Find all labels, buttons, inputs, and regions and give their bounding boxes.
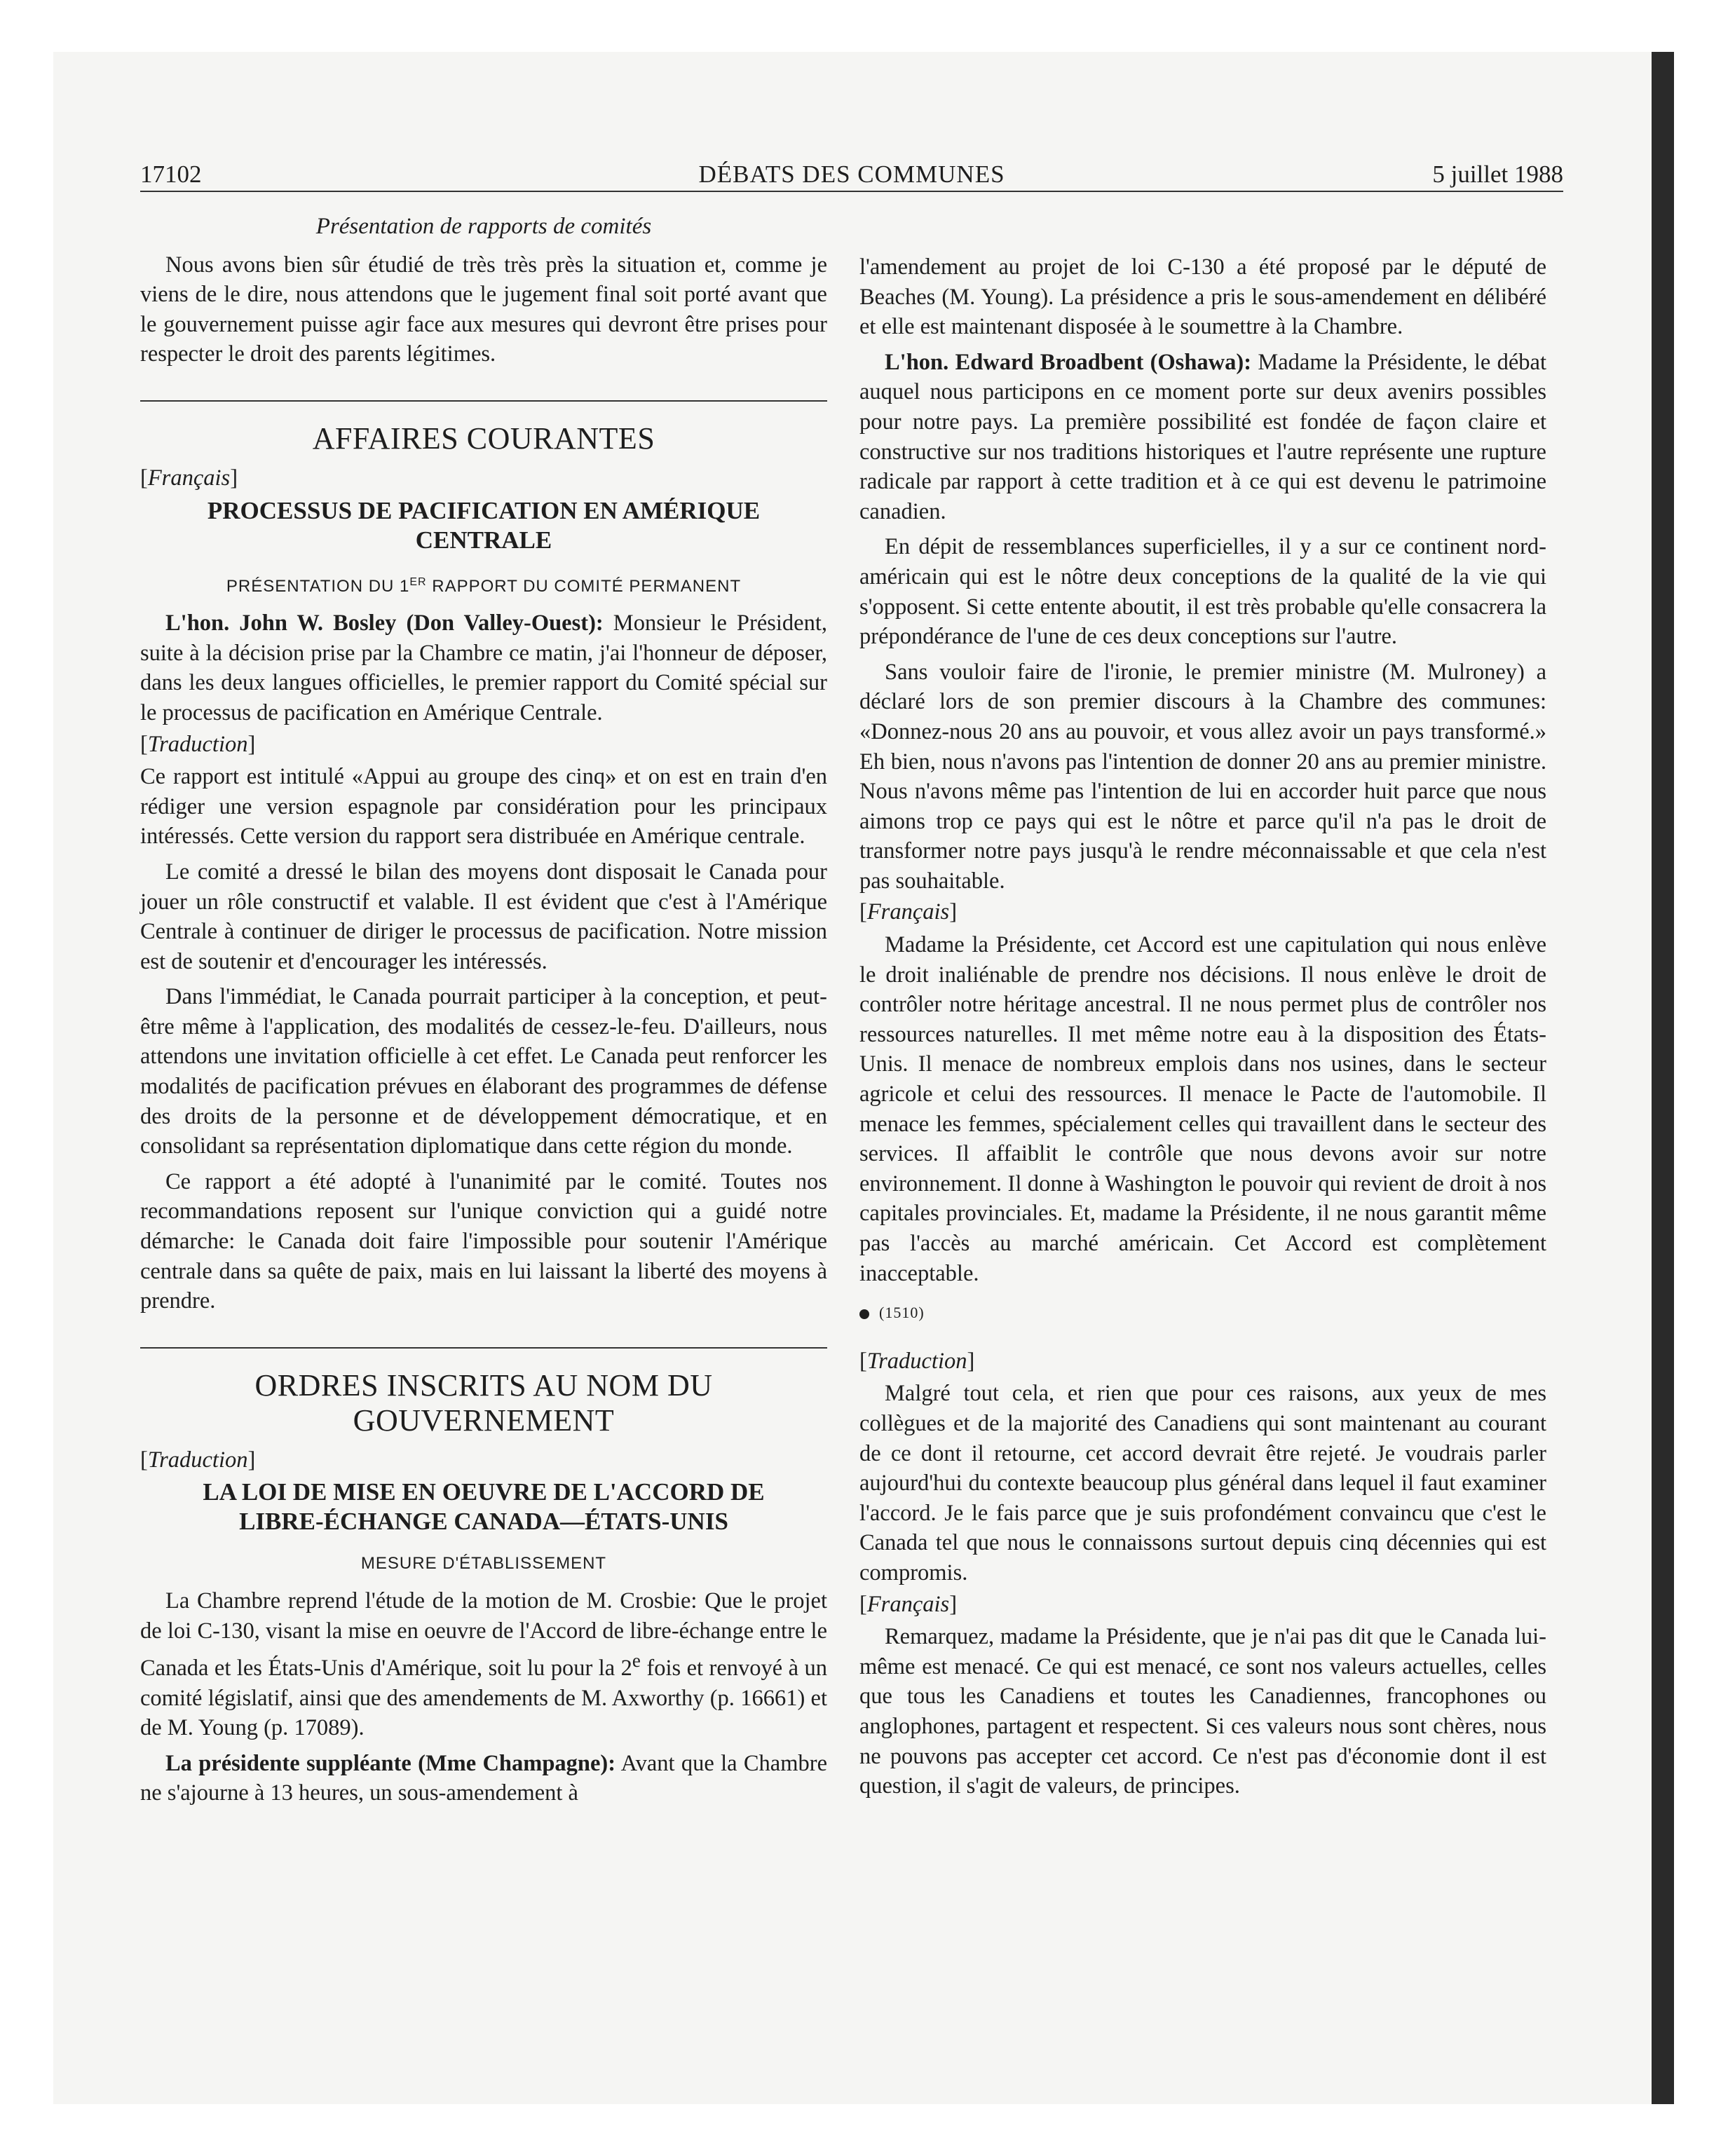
language-marker: [Traduction] <box>140 1447 256 1473</box>
paragraph: Le comité a dressé le bilan des moyens dont disposait le Canada pour jouer un rôle constructif et valable. Il est évident que c'est à l'Amérique Centrale à continuer de diriger le processus de pacification. Notre mission est de soutenir et d'encourager les intéressés. <box>140 859 827 974</box>
time-marker: (1510) <box>859 1298 1546 1328</box>
section-rule <box>140 1347 827 1349</box>
paragraph: En dépit de ressemblances superficielles, il y a sur ce continent nord-américain qui est le nôtre deux conceptions de la qualité de la vie qui s'opposent. Si cette entente aboutit, il est très probable qu'elle consacrera la prépondérance de l'une de ces deux conceptions sur l'autre. <box>859 534 1546 650</box>
bullet-icon <box>859 1309 869 1319</box>
speech-paragraph: La présidente suppléante (Mme Champagne): Avant que la Chambre ne s'ajourne à 13 heures, un sous-amendement à <box>140 1750 828 1806</box>
section-rule <box>140 400 827 402</box>
paragraph: l'amendement au projet de loi C-130 a été proposé par le député de Beaches (M. Young). La présidence a pris le sous-amendement en délibéré et elle est maintenant disposée à le soumettre à la Chambre. <box>859 254 1546 340</box>
left-column <box>140 209 827 1808</box>
paragraph: Ce rapport a été adopté à l'unanimité par le comité. Toutes nos recommandations reposent sur l'unique conviction qui a guidé notre démarche: le Canada doit faire l'impossible pour soutenir l'Amérique centrale dans sa quête de paix, mais en lui laissant la liberté des moyens à prendre. <box>140 1168 827 1314</box>
language-marker: [Traduction] <box>140 731 256 757</box>
binding-edge <box>1652 52 1674 2104</box>
speech-paragraph: L'hon. John W. Bosley (Don Valley-Ouest): Monsieur le Président, suite à la décision prise par la Chambre ce matin, j'ai l'honneur de déposer, dans les deux langues officielles, le premier rapport du Comité spécial sur le processus de pacification en Amérique Centrale. <box>140 610 828 725</box>
subsubsection-heading: MESURE D'ÉTABLISSEMENT <box>360 1554 607 1574</box>
language-marker: [Français] <box>859 899 958 925</box>
paragraph: Madame la Présidente, cet Accord est une capitulation qui nous enlève le droit inaliénable de prendre nos décisions. Il nous enlève le droit de contrôler notre héritage ancestral. Il ne nous permet plus de contrôler nos ressources naturelles. Il met même notre eau à la disposition des États-Unis. Il menace de nombreux emplois dans nos usines, dans le secteur agricole et celui des ressources. Il menace le Pacte de l'automobile. Il menace les femmes, spécialement celles qui travaillent dans le secteur des services. Il affaiblit le contrôle que nous devons avoir sur notre environnement. Il donne à Washington le pouvoir qui revient de droit à nos capitales provinciales. Et, madame la Présidente, il ne nous garantit même pas l'accès au marché américain. Cet Accord est complètement inacceptable. <box>859 932 1546 1286</box>
subsubsection-heading: PRÉSENTATION DU 1ER RAPPORT DU COMITÉ PERMANENT <box>226 575 742 596</box>
publication-title: DÉBATS DES COMMUNES <box>698 161 1005 188</box>
paragraph: Nous avons bien sûr étudié de très très près la situation et, comme je viens de le dire, nous attendons que le jugement final soit porté avant que le gouvernement puisse agir face aux mesures qui devront être prises pour respecter le droit des parents légitimes. <box>140 252 827 367</box>
running-section-title: Présentation de rapports de comités <box>315 214 652 239</box>
paragraph: Sans vouloir faire de l'ironie, le premier ministre (M. Mulroney) a déclaré lors de son premier discours à la Chambre des communes: «Donnez-nous 20 ans au pouvoir, et vous allez avoir un pays transformé.» Eh bien, nous n'avons pas l'intention de donner 20 ans au premier ministre. Nous n'avons même pas l'intention de lui en accorder huit parce que nous aimons trop ce pays qui est le nôtre et parce qu'il n'a pas le droit de transformer notre pays jusqu'à le rendre méconnaissable et que cela n'est pas souhaitable. <box>859 659 1546 894</box>
section-heading: AFFAIRES COURANTES <box>312 421 655 456</box>
right-column <box>859 252 1546 1801</box>
paragraph: Remarquez, madame la Présidente, que je n'ai pas dit que le Canada lui-même est menacé. Ce qui est menacé, ce sont nos valeurs actuelles, celles que tous les Canadiens et toutes les Canadiennes, francophones ou anglophones, partagent et respectent. Si ces valeurs nous sont chères, nous ne pouvons pas accepter cet accord. Ce n'est pas d'économie dont il est question, il s'agit de valeurs, de principes. <box>859 1624 1546 1799</box>
paragraph: Dans l'immédiat, le Canada pourrait participer à la conception, et peut-être même à l'application, des modalités de cessez-le-feu. D'ailleurs, nous attendons une invitation officielle à cet effet. Le Canada peut renforcer les modalités de pacification prévues en élaborant des programmes de défense des droits de la personne et de développement démocratique, et en consolidant sa représentation diplomatique dans cette région du monde. <box>140 984 827 1159</box>
speaker-name: L'hon. Edward Broadbent (Oshawa): <box>885 349 1252 375</box>
page-date: 5 juillet 1988 <box>1432 161 1563 188</box>
speaker-name: La présidente suppléante (Mme Champagne): <box>165 1750 616 1776</box>
section-heading: ORDRES INSCRITS AU NOM DU GOUVERNEMENT <box>254 1367 713 1438</box>
subsection-heading: PROCESSUS DE PACIFICATION EN AMÉRIQUE CENTRALE <box>207 496 761 554</box>
language-marker: [Français] <box>140 465 238 491</box>
paragraph: La Chambre reprend l'étude de la motion de M. Crosbie: Que le projet de loi C-130, visant la mise en oeuvre de l'Accord de libre-échange entre le Canada et les États-Unis d'Amérique, soit lu pour la 2e fois et renvoyé à un comité législatif, ainsi que des amendements de M. Axworthy (p. 16661) et de M. Young (p. 17089). <box>140 1588 827 1741</box>
language-marker: [Français] <box>859 1591 958 1617</box>
subsection-heading: LA LOI DE MISE EN OEUVRE DE L'ACCORD DE LIBRE-ÉCHANGE CANADA—ÉTATS-UNIS <box>203 1478 765 1536</box>
page-number: 17102 <box>140 161 202 188</box>
paragraph: Ce rapport est intitulé «Appui au groupe des cinq» et on est en train d'en rédiger une version espagnole par considération pour les principaux intéressés. Cette version du rapport sera distribuée en Amérique centrale. <box>140 764 827 850</box>
paragraph: Malgré tout cela, et rien que pour ces raisons, aux yeux de mes collègues et de la majorité des Canadiens qui sont maintenant au courant de ce dont il retourne, cet accord devrait être rejeté. Je voudrais parler aujourd'hui du contexte beaucoup plus général dans lequel il faut examiner l'accord. Je le fais parce que je suis profondément convaincu que c'est le Canada tel que nous le connaissons surtout depuis cinq décennies qui est compromis. <box>859 1381 1546 1585</box>
speech-paragraph: L'hon. Edward Broadbent (Oshawa): Madame la Présidente, le débat auquel nous participons en ce moment porte sur deux avenirs possibles pour notre pays. La première possibilité est fondée de façon claire et constructive sur nos traditions historiques et l'autre représente une rupture radicale par rapport à cette tradition et à ce qui est devenu le patrimoine canadien. <box>859 349 1547 524</box>
header-rule <box>140 191 1563 192</box>
language-marker: [Traduction] <box>859 1348 975 1374</box>
speaker-name: L'hon. John W. Bosley (Don Valley-Ouest): <box>165 610 604 636</box>
